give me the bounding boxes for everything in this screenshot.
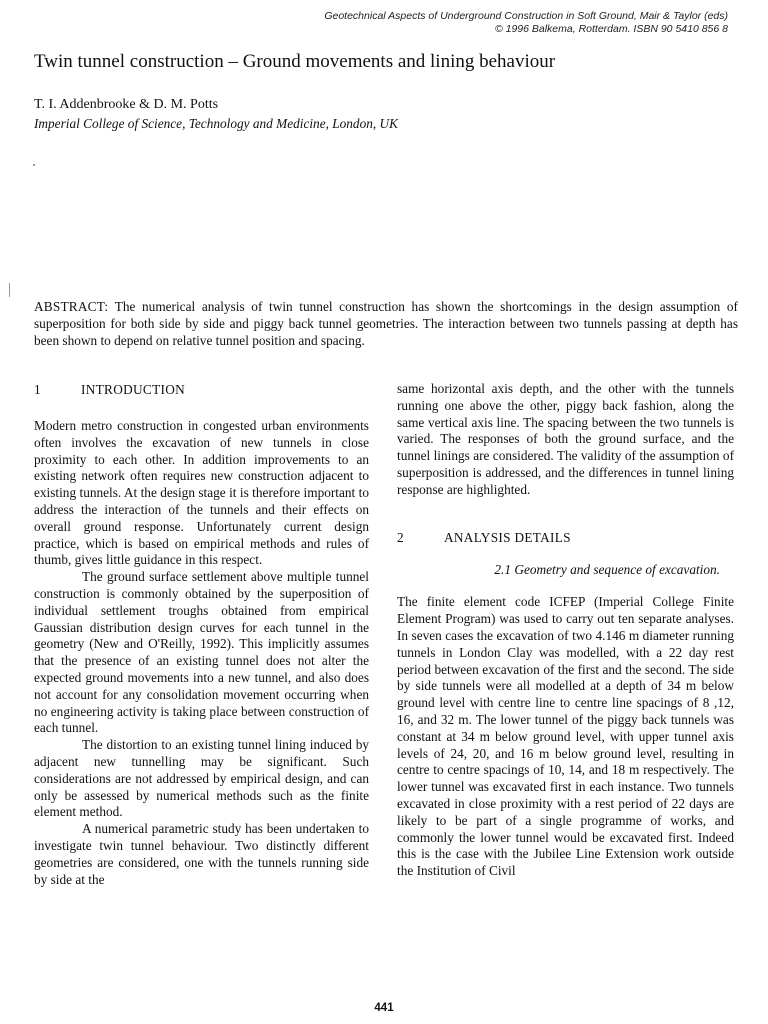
header-copyright: © 1996 Balkema, Rotterdam. ISBN 90 5410 856 8 (494, 23, 728, 35)
body-paragraph: The finite element code ICFEP (Imperial College Finite Element Program) was used to carry out ten separate analyses. In seven cases the excavation of two 4.146 m diameter running tunnels in London Clay was modelled, with a 22 day rest period between excavation of the first and the second. The side by side tunnels were all modelled at a depth of 34 m below ground level with centre line to centre line spacings of 8 ,12, 16, and 32 m. The lower tunnel of the piggy back tunnels was constant at 34 m below ground level, with upper tunnel axis levels of 24, 20, and 16 m below ground level, resulting in centre to centre spacings of 10, 14, and 18 m respectively. The lower tunnel was excavated first in each instance. Two tunnels excavated in close proximity with a rest period of 22 days are likely to be part of a single programme of works, and commonly the lower tunnel would be excavated first. Indeed this is the case with the Jubilee Line Extension work outside the Institution of Civil (397, 594, 734, 879)
body-paragraph: Modern metro construction in congested urban environments often involves the excavation of new tunnels in close proximity to each other. In addition improvements to an existing network often requires new construction adjacent to existing tunnels. At the design stage it is therefore important to address the interaction of the tunnels and their effects on overall ground response. Unfortunately current design practice, which is based on empirical methods and rules of thumb, gives little guidance in this respect. (34, 418, 369, 568)
left-column (34, 381, 369, 888)
body-paragraph: A numerical parametric study has been undertaken to investigate twin tunnel behaviour. Two distinctly different geometries are considered, one with the tunnels running side by side at the (34, 821, 369, 887)
abstract-label: ABSTRACT: (34, 299, 109, 314)
section-number: 2 (397, 529, 404, 545)
section-heading-analysis-details (397, 529, 734, 546)
abstract (34, 298, 738, 350)
section-heading-introduction (34, 381, 369, 398)
scan-mark (9, 283, 10, 297)
body-paragraph: The ground surface settlement above multiple tunnel construction is commonly obtained by the superposition of individual settlement troughs obtained from empirical Gaussian distribution design curves for each tunnel in the geometry (New and O'Reilly, 1992). This implicitly assumes that the presence of an existing tunnel does not alter the expected ground movements into a new tunnel, and also does not account for any consolidation movement occurring when no engineering activity is taking place between construction of each tunnel. (34, 569, 369, 736)
paper-affiliation: Imperial College of Science, Technology and Medicine, London, UK (34, 116, 398, 131)
body-paragraph: The distortion to an existing tunnel lining induced by adjacent new tunnelling may be significant. Such considerations are not addressed by empirical design, and can only be assessed by numerical methods such as the finite element method. (34, 737, 369, 820)
paper-authors: T. I. Addenbrooke & D. M. Potts (34, 97, 219, 112)
page-number: 441 (374, 1002, 394, 1014)
section-number: 1 (34, 382, 41, 397)
right-column (397, 381, 734, 880)
section-title: ANALYSIS DETAILS (444, 529, 571, 545)
publication-header (208, 10, 728, 36)
body-paragraph: same horizontal axis depth, and the other with the tunnels running one above the other, piggy back fashion, along the same vertical axis line. The spacing between the two tunnels is varied. The responses of both the ground surface, and the tunnel linings are considered. The validity of the assumption of superposition is addressed, and the differences in tunnel lining response are highlighted. (397, 381, 734, 497)
section-title: INTRODUCTION (81, 382, 186, 397)
subsection-heading: 2.1 Geometry and sequence of excavation. (494, 561, 720, 577)
abstract-text: The numerical analysis of twin tunnel construction has shown the shortcomings in the design assumption of superposition for both side by side and piggy back tunnel geometries. The interaction between two tunnels passing at depth has been shown to depend on relative tunnel position and spacing. (34, 299, 738, 349)
header-citation: Geotechnical Aspects of Underground Construction in Soft Ground, Mair & Taylor (eds) (324, 10, 728, 22)
paper-title: Twin tunnel construction – Ground movements and lining behaviour (34, 51, 556, 72)
scan-mark (33, 164, 35, 166)
